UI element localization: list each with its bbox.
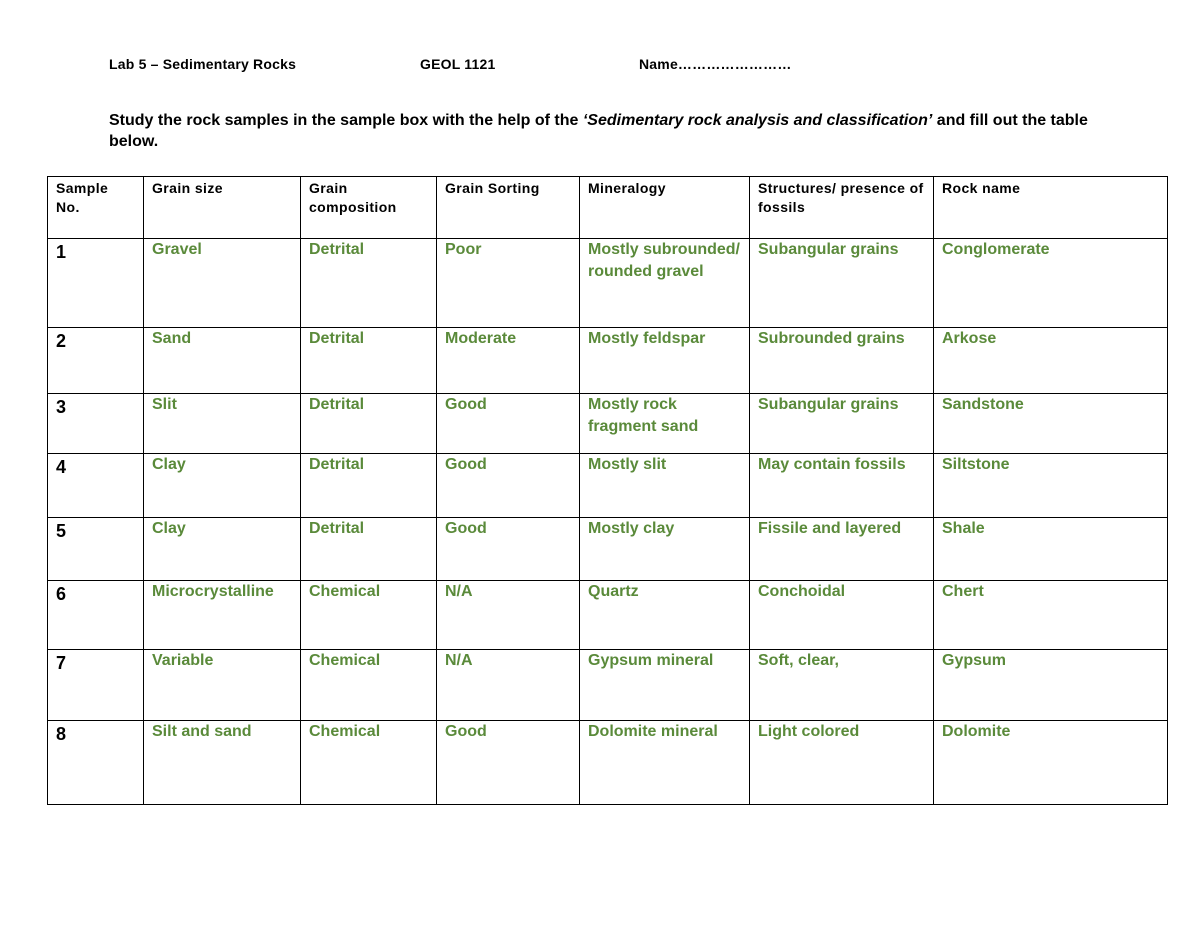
sample-number: 4 [48, 454, 144, 518]
header-grain-sorting: Grain Sorting [437, 177, 580, 239]
mineralogy-cell: Mostly subrounded/ rounded gravel [580, 239, 750, 328]
mineralogy-cell: Gypsum mineral [580, 650, 750, 721]
rock-name-cell: Dolomite [934, 721, 1168, 805]
table-header-row [48, 177, 1168, 239]
rock-name-cell: Gypsum [934, 650, 1168, 721]
lab-title: Lab 5 – Sedimentary Rocks [109, 56, 297, 72]
grain-sorting-cell: Good [437, 394, 580, 454]
header-sample-no: Sample No. [48, 177, 144, 239]
rock-name-cell: Arkose [934, 328, 1168, 394]
grain-sorting-cell: Moderate [437, 328, 580, 394]
grain-sorting-cell: Good [437, 454, 580, 518]
grain-size-cell: Slit [144, 394, 301, 454]
rock-name-cell: Shale [934, 518, 1168, 581]
mineralogy-cell: Dolomite mineral [580, 721, 750, 805]
name-field: Name…………………… [639, 56, 792, 72]
instructions [109, 110, 1099, 152]
table-row [48, 581, 1168, 650]
header-grain-composition: Grain composition [301, 177, 437, 239]
sample-number: 5 [48, 518, 144, 581]
grain-size-cell: Clay [144, 518, 301, 581]
course-code: GEOL 1121 [420, 56, 496, 72]
mineralogy-cell: Mostly clay [580, 518, 750, 581]
table-row [48, 518, 1168, 581]
sample-number: 8 [48, 721, 144, 805]
grain-sorting-cell: N/A [437, 581, 580, 650]
worksheet-header [0, 56, 1200, 76]
grain-sorting-cell: N/A [437, 650, 580, 721]
structures-cell: May contain fossils [750, 454, 934, 518]
sample-number: 6 [48, 581, 144, 650]
table-row [48, 239, 1168, 328]
structures-cell: Soft, clear, [750, 650, 934, 721]
mineralogy-cell: Mostly slit [580, 454, 750, 518]
mineralogy-cell: Quartz [580, 581, 750, 650]
grain-sorting-cell: Good [437, 518, 580, 581]
table-row [48, 650, 1168, 721]
grain-composition-cell: Chemical [301, 721, 437, 805]
table-row [48, 394, 1168, 454]
rock-name-cell: Siltstone [934, 454, 1168, 518]
grain-composition-cell: Detrital [301, 454, 437, 518]
mineralogy-cell: Mostly feldspar [580, 328, 750, 394]
structures-cell: Light colored [750, 721, 934, 805]
grain-sorting-cell: Good [437, 721, 580, 805]
instructions-reference: ‘Sedimentary rock analysis and classification’ [582, 112, 933, 129]
grain-size-cell: Microcrystalline [144, 581, 301, 650]
mineralogy-cell: Mostly rock fragment sand [580, 394, 750, 454]
grain-composition-cell: Detrital [301, 394, 437, 454]
sample-number: 2 [48, 328, 144, 394]
rock-name-cell: Chert [934, 581, 1168, 650]
structures-cell: Fissile and layered [750, 518, 934, 581]
grain-size-cell: Gravel [144, 239, 301, 328]
grain-composition-cell: Chemical [301, 581, 437, 650]
grain-size-cell: Sand [144, 328, 301, 394]
grain-size-cell: Variable [144, 650, 301, 721]
sample-number: 1 [48, 239, 144, 328]
header-mineralogy: Mineralogy [580, 177, 750, 239]
structures-cell: Subrounded grains [750, 328, 934, 394]
rock-name-cell: Conglomerate [934, 239, 1168, 328]
grain-composition-cell: Detrital [301, 518, 437, 581]
sample-number: 7 [48, 650, 144, 721]
structures-cell: Subangular grains [750, 239, 934, 328]
sample-number: 3 [48, 394, 144, 454]
instructions-text: Study the rock samples in the sample box with the help of the [109, 112, 583, 129]
grain-sorting-cell: Poor [437, 239, 580, 328]
instructions-text-end: and fill out the table below. [109, 112, 1088, 150]
table-row [48, 328, 1168, 394]
table-row [48, 454, 1168, 518]
header-rock-name: Rock name [934, 177, 1168, 239]
grain-size-cell: Silt and sand [144, 721, 301, 805]
rock-name-cell: Sandstone [934, 394, 1168, 454]
grain-composition-cell: Chemical [301, 650, 437, 721]
header-grain-size: Grain size [144, 177, 301, 239]
table-row [48, 721, 1168, 805]
header-structures: Structures/ presence of fossils [750, 177, 934, 239]
grain-composition-cell: Detrital [301, 239, 437, 328]
grain-size-cell: Clay [144, 454, 301, 518]
rock-classification-table [47, 176, 1168, 805]
grain-composition-cell: Detrital [301, 328, 437, 394]
structures-cell: Subangular grains [750, 394, 934, 454]
structures-cell: Conchoidal [750, 581, 934, 650]
